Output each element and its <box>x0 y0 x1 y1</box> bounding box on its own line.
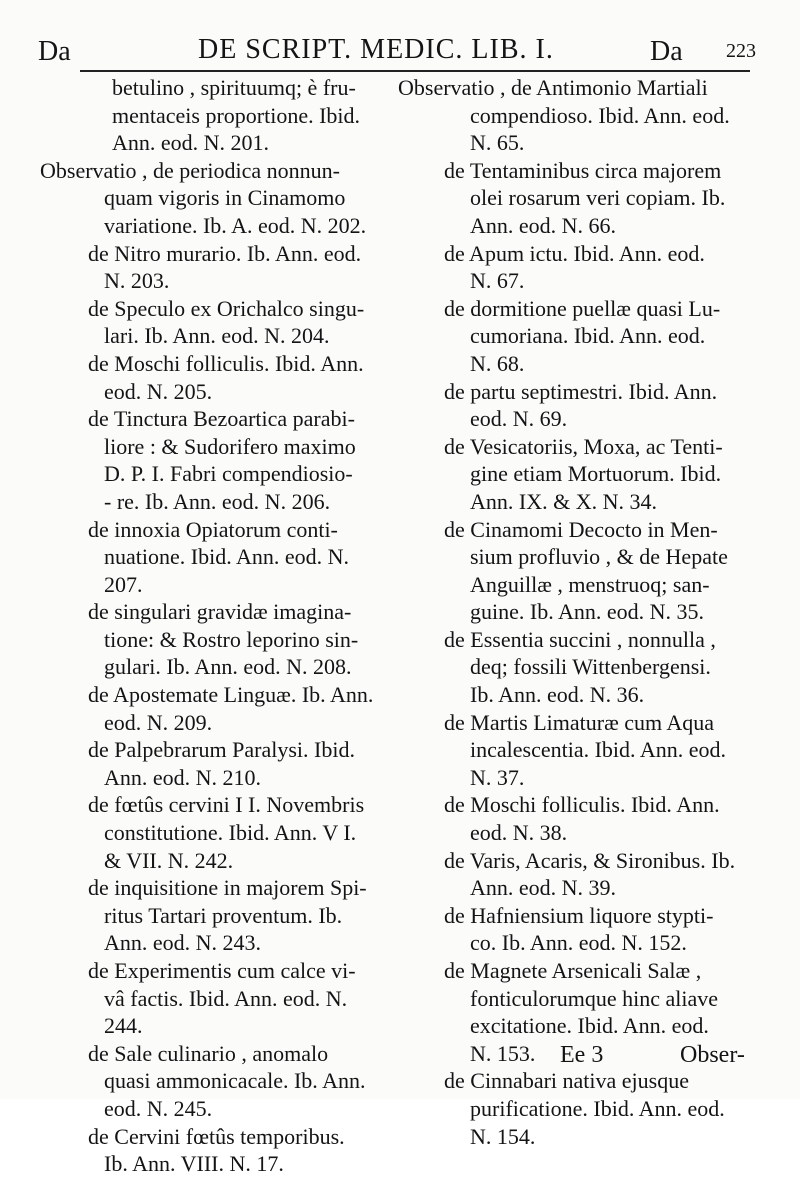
page-number: 223 <box>726 40 756 62</box>
index-entry <box>40 681 385 736</box>
entry-line: constitutione. Ibid. Ann. V I. <box>104 820 357 846</box>
entry-line: de Apum ictu. Ibid. Ann. eod. <box>444 240 705 266</box>
entry-line: de Nitro murario. Ib. Ann. eod. <box>88 240 362 266</box>
entry-line: de Tinctura Bezoartica parabi- <box>88 406 355 432</box>
index-entry <box>398 847 770 902</box>
entry-line: de Cinamomi Decocto in Men- <box>444 516 718 542</box>
entry-line: eod. N. 205. <box>104 378 213 404</box>
index-entry <box>40 295 385 350</box>
entry-line: Ib. Ann. VIII. N. 17. <box>104 1151 284 1177</box>
entry-line: quam vigoris in Cinamomo <box>104 185 346 211</box>
index-entry <box>398 902 770 957</box>
entry-line: purificatione. Ibid. Ann. eod. <box>470 1095 725 1121</box>
entry-line: de Cervini fœtûs temporibus. <box>88 1123 345 1149</box>
entry-line: compendioso. Ibid. Ann. eod. <box>470 102 730 128</box>
index-entry <box>40 240 385 295</box>
entry-line: de Tentaminibus circa majorem <box>444 157 722 183</box>
index-entry <box>40 1123 385 1178</box>
entry-line: de fœtûs cervini I I. Novembris <box>88 792 365 818</box>
entry-line: Ann. eod. N. 210. <box>104 764 262 790</box>
entry-line: de Experimentis cum calce vi- <box>88 958 356 983</box>
entry-line: 207. <box>104 571 143 597</box>
entry-line: N. 65. <box>470 130 525 156</box>
entry-line: mentaceis proportione. Ibid. <box>112 102 361 128</box>
entry-line: eod. N. 69. <box>470 406 568 432</box>
index-entry <box>398 1067 770 1150</box>
running-title: DE SCRIPT. MEDIC. LIB. I. <box>198 34 554 65</box>
catchword: Obser- <box>680 1042 745 1068</box>
index-entry <box>398 295 770 378</box>
entry-line: variatione. Ib. A. eod. N. 202. <box>104 212 367 238</box>
entry-line: vâ factis. Ibid. Ann. eod. N. <box>104 985 348 1011</box>
index-entry <box>40 1040 385 1123</box>
entry-line: incalescentia. Ibid. Ann. eod. <box>470 737 726 763</box>
index-entry <box>40 516 385 599</box>
index-entry <box>398 74 770 157</box>
entry-line: Observatio , de periodica nonnun- <box>40 157 340 183</box>
entry-line: deq; fossili Wittenbergensi. <box>470 654 711 680</box>
entry-line: nuatione. Ibid. Ann. eod. N. <box>104 544 350 570</box>
entry-line: de Hafniensium liquore stypti- <box>444 902 714 928</box>
entry-line: quasi ammonicacale. Ib. Ann. <box>104 1068 366 1094</box>
entry-line: N. 154. <box>470 1123 536 1149</box>
index-entry <box>40 957 385 1040</box>
running-header <box>38 30 768 74</box>
entry-line: Ann. eod. N. 201. <box>112 130 270 156</box>
entry-line: Ib. Ann. eod. N. 36. <box>470 682 645 708</box>
entry-line: de partu septimestri. Ibid. Ann. <box>444 378 718 404</box>
entry-line: eod. N. 38. <box>470 820 568 846</box>
index-entry <box>398 516 770 626</box>
entry-line: de Martis Limaturæ cum Aqua <box>444 709 715 735</box>
entry-line: de Moschi folliculis. Ibid. Ann. <box>444 792 720 818</box>
entry-line: excitatione. Ibid. Ann. eod. <box>470 1013 709 1039</box>
entry-line: Ann. eod. N. 66. <box>470 212 617 238</box>
entry-line: gulari. Ib. Ann. eod. N. 208. <box>104 654 352 680</box>
entry-line: N. 37. <box>470 764 525 790</box>
entry-line: Ann. eod. N. 243. <box>104 930 262 956</box>
index-entry <box>398 709 770 792</box>
entry-line: de Varis, Acaris, & Sironibus. Ib. <box>444 847 736 873</box>
entry-line: fonticulorumque hinc aliave <box>470 985 719 1011</box>
entry-line: sium profluvio , & de Hepate <box>470 544 728 570</box>
entry-line: de singulari gravidæ imagina- <box>88 599 352 625</box>
entry-line: de inquisitione in majorem Spi- <box>88 875 367 901</box>
entry-line: de Apostemate Linguæ. Ib. Ann. <box>88 682 374 708</box>
entry-line: Observatio , de Antimonio Martiali <box>398 75 708 100</box>
entry-line: N. 153. <box>470 1040 536 1066</box>
entry-line: Ann. IX. & X. N. 34. <box>470 488 657 514</box>
entry-line: N. 68. <box>470 350 525 376</box>
index-entry <box>398 626 770 709</box>
right-column <box>398 74 770 1150</box>
index-entry <box>40 157 385 240</box>
index-entry <box>398 433 770 516</box>
index-entry <box>40 874 385 957</box>
entry-line: de dormitione puellæ quasi Lu- <box>444 295 721 321</box>
index-entry <box>398 157 770 240</box>
entry-line: N. 67. <box>470 268 525 294</box>
entry-line: de Palpebrarum Paralysi. Ibid. <box>88 737 355 763</box>
entry-line: de Cinnabari nativa ejusque <box>444 1068 689 1094</box>
index-entry <box>40 405 385 515</box>
entry-line: D. P. I. Fabri compendiosio- <box>104 461 353 487</box>
entry-line: betulino , spirituumq; è fru- <box>112 75 356 100</box>
entry-line: de Speculo ex Orichalco singu- <box>88 295 365 321</box>
index-entry <box>40 791 385 874</box>
entry-line: & VII. N. 242. <box>104 847 234 873</box>
entry-line: gine etiam Mortuorum. Ibid. <box>470 461 722 487</box>
entry-line: de Sale culinario , anomalo <box>88 1040 329 1066</box>
header-rule <box>80 70 750 72</box>
entry-line: liore : & Sudorifero maximo <box>104 433 356 459</box>
index-entry <box>40 74 385 157</box>
signature-mark: Ee 3 <box>560 1042 604 1068</box>
entry-line: 244. <box>104 1013 143 1039</box>
entry-line: N. 203. <box>104 268 170 294</box>
index-entry <box>40 598 385 681</box>
entry-line: eod. N. 209. <box>104 709 213 735</box>
index-entry <box>398 378 770 433</box>
left-column <box>40 74 385 1178</box>
entry-line: co. Ib. Ann. eod. N. 152. <box>470 930 687 956</box>
entry-line: Ann. eod. N. 39. <box>470 875 617 901</box>
entry-line: tione: & Rostro leporino sin- <box>104 626 359 652</box>
index-entry <box>40 350 385 405</box>
right-guide-word: Da <box>650 36 683 67</box>
entry-line: olei rosarum veri copiam. Ib. <box>470 185 726 211</box>
left-guide-word: Da <box>38 36 71 67</box>
entry-line: lari. Ib. Ann. eod. N. 204. <box>104 323 330 349</box>
entry-line: de Vesicatoriis, Moxa, ac Tenti- <box>444 433 723 459</box>
entry-line: de Magnete Arsenicali Salæ , <box>444 958 702 983</box>
entry-line: de Moschi folliculis. Ibid. Ann. <box>88 350 364 376</box>
entry-line: guine. Ib. Ann. eod. N. 35. <box>470 599 705 625</box>
entry-line: eod. N. 245. <box>104 1095 213 1121</box>
entry-line: ritus Tartari proventum. Ib. <box>104 902 343 928</box>
entry-line: de innoxia Opiatorum conti- <box>88 516 338 542</box>
index-entry <box>40 736 385 791</box>
entry-line: Anguillæ , menstruoq; san- <box>470 571 710 597</box>
entry-line: - re. Ib. Ann. eod. N. 206. <box>104 488 331 514</box>
entry-line: de Essentia succini , nonnulla , <box>444 626 716 652</box>
entry-line: cumoriana. Ibid. Ann. eod. <box>470 323 706 349</box>
index-entry <box>398 240 770 295</box>
index-entry <box>398 791 770 846</box>
